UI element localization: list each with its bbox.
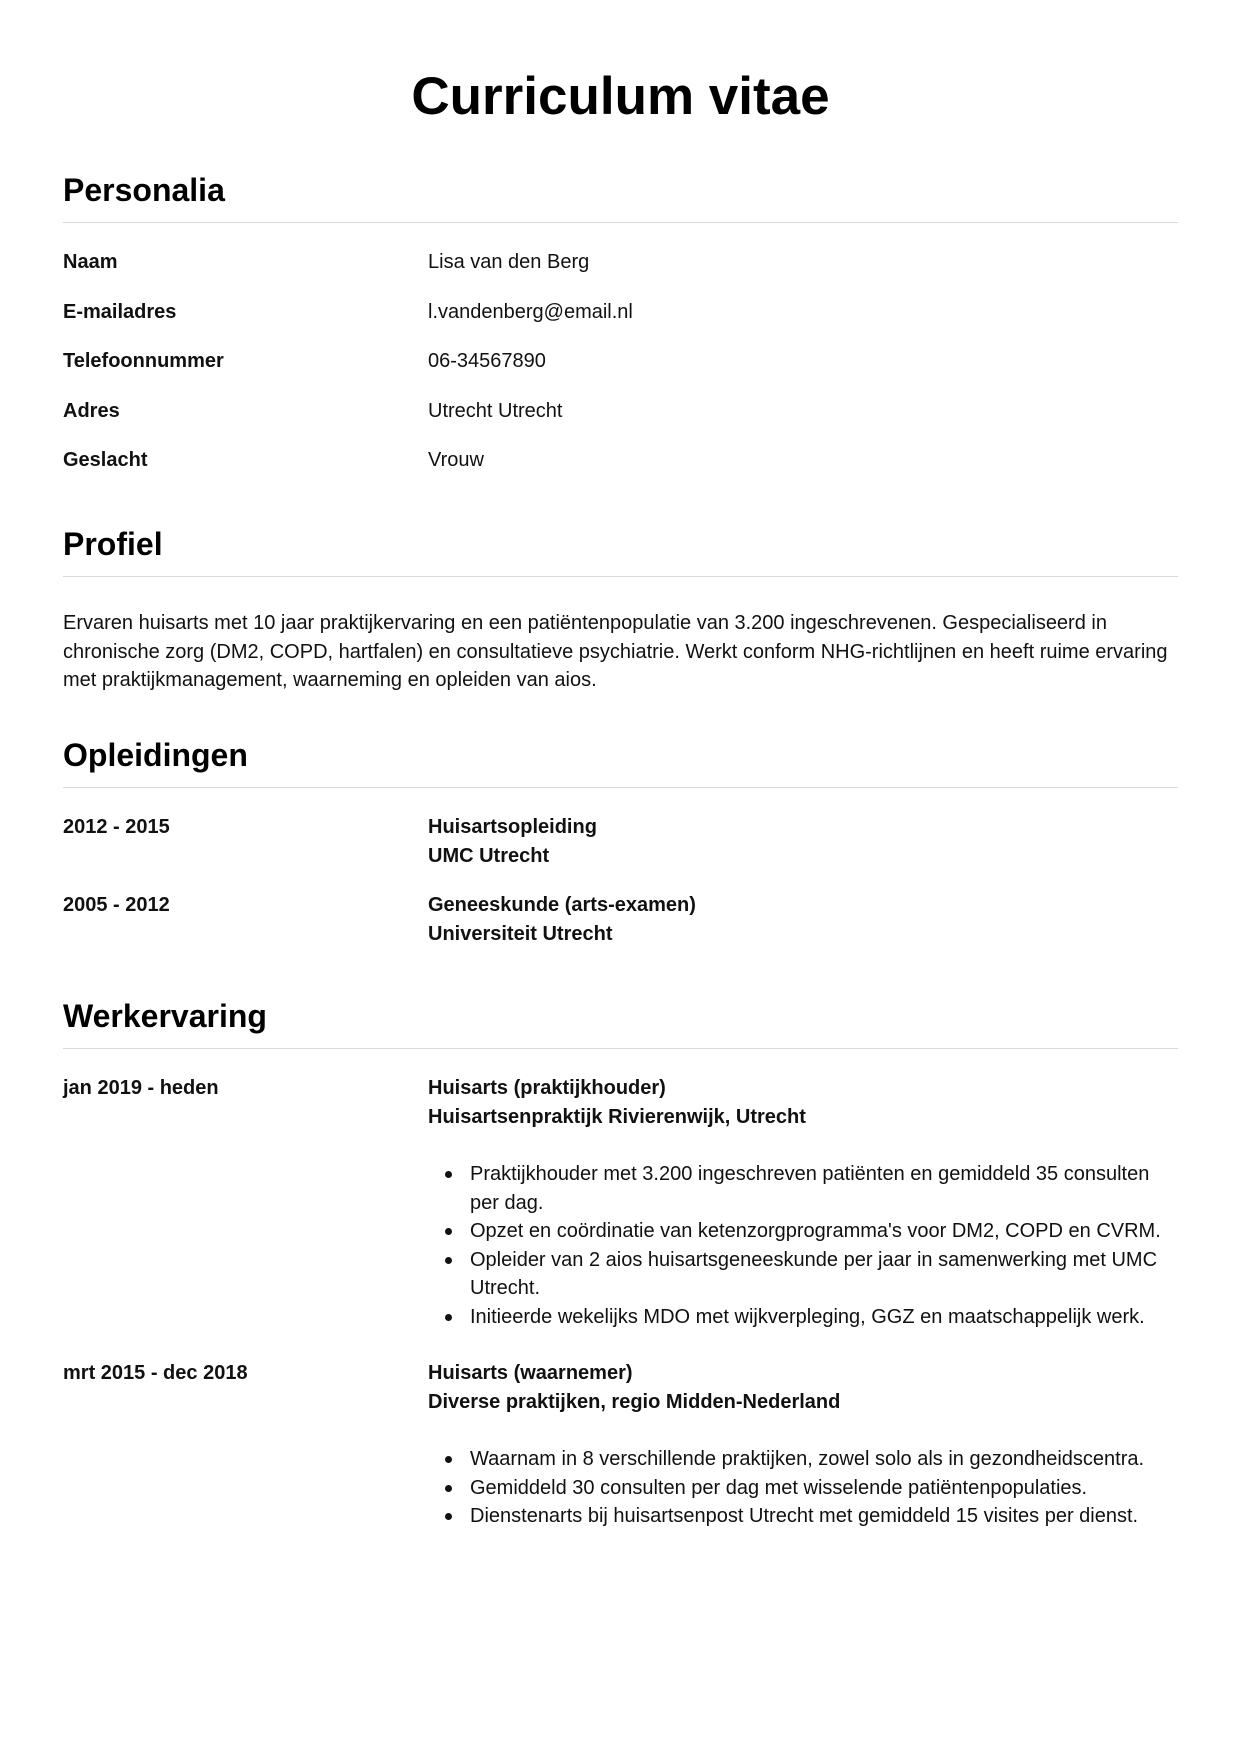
section-heading: Werkervaring [63, 996, 1178, 1049]
section-opleidingen [63, 735, 1178, 969]
field-label: Adres [63, 399, 120, 422]
education-period: 2005 - 2012 [63, 894, 170, 916]
work-item [63, 1359, 1178, 1531]
section-heading: Profiel [63, 524, 1178, 577]
field-label: Naam [63, 251, 118, 273]
personalia-row-adres [63, 397, 1178, 426]
work-employer: Diverse praktijken, regio Midden-Nederland [428, 1390, 841, 1413]
list-item: Waarnam in 8 verschillende praktijken, zowel solo als in gezondheidscentra. [470, 1445, 1178, 1474]
education-title: Geneeskunde (arts-examen) [428, 894, 696, 916]
personalia-row-geslacht [63, 446, 1178, 475]
personalia-row-naam [63, 248, 1178, 277]
education-title: Huisartsopleiding [428, 816, 597, 838]
document-title: Curriculum vitae [411, 67, 830, 126]
list-item: Opleider van 2 aios huisartsgeneeskunde per jaar in samenwerking met UMC Utrecht. [470, 1246, 1178, 1303]
section-werkervaring [63, 996, 1178, 1559]
education-item [63, 891, 1178, 948]
list-item: Praktijkhouder met 3.200 ingeschreven patiënten en gemiddeld 35 consulten per dag. [470, 1160, 1178, 1217]
work-details [428, 1359, 1178, 1531]
personalia-row-telefoon [63, 347, 1178, 376]
field-value: Lisa van den Berg [428, 251, 590, 273]
field-value: 06-34567890 [428, 350, 546, 372]
work-item [63, 1074, 1178, 1331]
personalia-row-email [63, 298, 1178, 327]
work-details [428, 1074, 1178, 1331]
personalia-list [63, 223, 1178, 475]
field-label: Telefoonnummer [63, 350, 224, 372]
education-institution: UMC Utrecht [428, 844, 550, 867]
work-role: Huisarts (praktijkhouder) [428, 1077, 666, 1099]
field-label: E-mailadres [63, 300, 177, 323]
work-list [63, 1049, 1178, 1531]
list-item: Gemiddeld 30 consulten per dag met wisselende patiëntenpopulaties. [470, 1474, 1178, 1503]
education-list [63, 788, 1178, 948]
list-item: Initieerde wekelijks MDO met wijkverpleging, GGZ en maatschappelijk werk. [470, 1303, 1178, 1332]
education-institution: Universiteit Utrecht [428, 922, 613, 945]
list-item: Opzet en coördinatie van ketenzorgprogramma's voor DM2, COPD en CVRM. [470, 1217, 1178, 1246]
education-details [428, 813, 1178, 870]
list-item: Dienstenarts bij huisartsenpost Utrecht met gemiddeld 15 visites per dienst. [470, 1502, 1178, 1531]
section-heading: Personalia [63, 170, 1178, 223]
education-item [63, 813, 1178, 870]
field-value: l.vandenberg@email.nl [428, 300, 633, 323]
section-personalia [63, 170, 1178, 496]
work-bullets [428, 1445, 1178, 1531]
work-employer: Huisartsenpraktijk Rivierenwijk, Utrecht [428, 1105, 806, 1128]
section-profiel [63, 524, 1178, 695]
work-period: mrt 2015 - dec 2018 [63, 1362, 248, 1384]
work-role: Huisarts (waarnemer) [428, 1362, 633, 1384]
profile-text: Ervaren huisarts met 10 jaar praktijkervaring en een patiëntenpopulatie van 3.200 ingeschrevenen. Gespecialiseerd in chronische zorg (DM2, COPD, hartfalen) en consultatieve psychiatrie. Werkt conform NHG-richtlijnen en heeft ruime ervaring met praktijkmanagement, waarneming en opleiden van aios. [63, 612, 1168, 691]
field-value: Utrecht Utrecht [428, 399, 563, 422]
education-period: 2012 - 2015 [63, 816, 170, 838]
section-heading: Opleidingen [63, 735, 1178, 788]
work-period: jan 2019 - heden [63, 1077, 219, 1099]
field-value: Vrouw [428, 449, 484, 471]
education-details [428, 891, 1178, 948]
field-label: Geslacht [63, 449, 148, 471]
work-bullets [428, 1160, 1178, 1331]
